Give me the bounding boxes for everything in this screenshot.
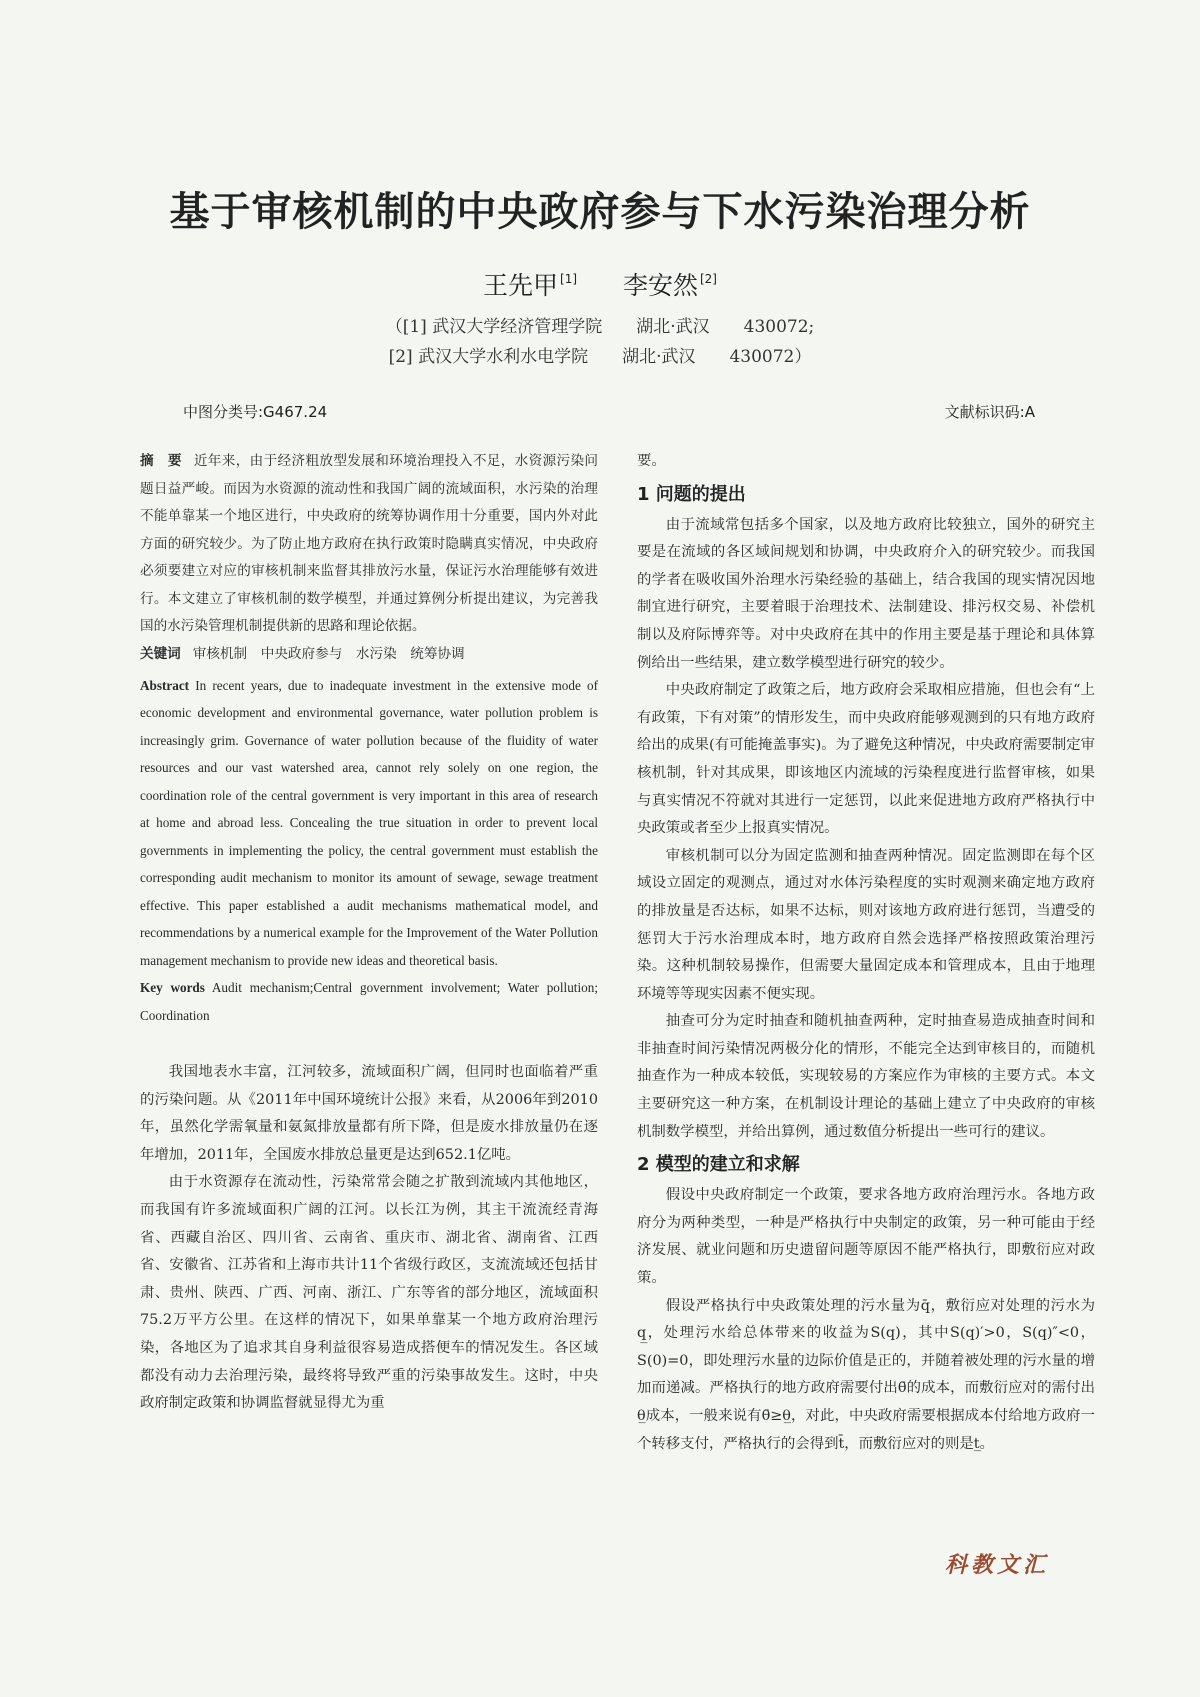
- body-paragraph: 中央政府制定了政策之后，地方政府会采取相应措施，但也会有“上有政策，下有对策”的情形发生，而中央政府能够观测到的只有地方政府给出的成果(有可能掩盖事实)。为了避免这种情况，中央政府需要制定审核机制，针对其成果，即该地区内流域的污染程度进行监督审核，如果与真实情况不符就对其进行一定惩罚，以此来促进地方政府严格执行中央政策或者至少上报真实情况。: [637, 682, 1095, 837]
- body-paragraph: 审核机制可以分为固定监测和抽查两种情况。固定监测即在每个区域设立固定的观测点，通过对水体污染程度的实时观测来确定地方政府的排放量是否达标，如果不达标，则对该地方政府进行惩罚，当遭受的惩罚大于污水治理成本时，地方政府自然会选择严格按照政策治理污染。这种机制较易操作，但需要大量固定成本和管理成本，且由于地理环境等等现实因素不便实现。: [637, 847, 1095, 1002]
- abstract-en-label: Abstract: [140, 677, 190, 693]
- affiliation: （[1] 武汉大学经济管理学院 湖北·武汉 430072;: [385, 317, 815, 337]
- body-paragraph-continued: 要。: [637, 453, 666, 469]
- author-mark: [1]: [560, 272, 578, 286]
- journal-logo: 科教文汇: [945, 1552, 1050, 1578]
- keywords-en-label: Key words: [140, 980, 205, 995]
- left-column: [140, 448, 598, 1418]
- keywords-en: [140, 974, 598, 1029]
- affiliation: [2] 武汉大学水利水电学院 湖北·武汉 430072）: [388, 347, 812, 367]
- section-heading: 2 模型的建立和求解: [637, 1154, 800, 1176]
- author-mark: [2]: [699, 272, 717, 286]
- document-code: 文献标识码:A: [944, 403, 1035, 421]
- abstract-en-text: In recent years, due to inadequate investment in the extensive mode of economic development and environmental governance, water pollution problem is increasingly grim. Governance of water pollution because of the fluidity of water resources and our vast watershed area, cannot rely solely on one region, the coordination role of the central government is very important in this area of research at home and abroad less. Concealing the true situation in order to prevent local governments in implementing the policy, the central government must establish the corresponding audit mechanism to monitor its amount of sewage, sewage treatment effective. This paper established a audit mechanisms mathematical model, and recommendations by a numerical example for the Improvement of the Water Pollution management mechanism to provide new ideas and theoretical basis.: [140, 677, 598, 968]
- keywords-cn-text: 审核机制 中央政府参与 水污染 统筹协调: [192, 645, 465, 662]
- body-paragraph: 抽查可分为定时抽查和随机抽查两种，定时抽查易造成抽查时间和非抽查时间污染情况两极分化的情形，不能完全达到审核目的，而随机抽查作为一种成本较低，实现较易的方案应作为审核的主要方式。本文主要研究这一种方案，在机制设计理论的基础上建立了中央政府的审核机制数学模型，并给出算例，通过数值分析提出一些可行的建议。: [637, 1013, 1095, 1140]
- author-name: 王先甲: [483, 271, 559, 300]
- body-paragraph: 假设严格执行中央政策处理的污水量为q̄，敷衍应对处理的污水为q̲，处理污水给总体带来的收益为S(q)，其中S(q)′>0，S(q)″<0，S(0)=0，即处理污水量的边际价值是正的，并随着被处理的污水量的增加而递减。严格执行的地方政府需要付出θ̄的成本，而敷衍应对的需付出θ̲成本，一般来说有θ̄≥θ̲，对此，中央政府需要根据成本付给地方政府一个转移支付，严格执行的会得到t̄，而敷衍应对的则是t̲。: [637, 1297, 1095, 1452]
- paper-title: 基于审核机制的中央政府参与下水污染治理分析: [169, 188, 1031, 235]
- author-name: 李安然: [622, 271, 698, 300]
- right-column: [637, 448, 1095, 1458]
- abstract-cn-text: 近年来，由于经济粗放型发展和环境治理投入不足，水资源污染问题日益严峻。而因为水资源的流动性和我国广阔的流域面积，水污染的治理不能单靠某一个地区进行，中央政府的统筹协调作用十分重要，国内外对此方面的研究较少。为了防止地方政府在执行政策时隐瞒真实情况，中央政府必须要建立对应的审核机制来监督其排放污水量，保证污水治理能够有效进行。本文建立了审核机制的数学模型，并通过算例分析提出建议，为完善我国的水污染管理机制提供新的思路和理论依据。: [140, 453, 599, 634]
- abstract-cn: [140, 448, 598, 641]
- body-paragraph: 由于流域常包括多个国家，以及地方政府比较独立，国外的研究主要是在流域的各区域间规划和协调，中央政府介入的研究较少。而我国的学者在吸收国外治理水污染经验的基础上，结合我国的现实情况因地制宜进行研究，主要着眼于治理技术、法制建设、排污权交易、补偿机制以及府际博弈等。对中央政府在其中的作用主要是基于理论和具体算例给出一些结果，建立数学模型进行研究的较少。: [637, 516, 1095, 671]
- abstract-cn-label: 摘 要: [140, 453, 182, 469]
- body-paragraph: 我国地表水丰富，江河较多，流域面积广阔，但同时也面临着严重的污染问题。从《2011年中国环境统计公报》来看，从2006年到2010年，虽然化学需氧量和氨氮排放量都有所下降，但是废水排放量仍在逐年增加，2011年，全国废水排放总量更是达到652.1亿吨。: [140, 1064, 598, 1163]
- body-paragraph: 由于水资源存在流动性，污染常常会随之扩散到流域内其他地区，而我国有许多流域面积广阔的江河。以长江为例，其主干流流经青海省、西藏自治区、四川省、云南省、重庆市、湖北省、湖南省、江西省、安徽省、江苏省和上海市共计11个省级行政区，支流流域还包括甘肃、贵州、陕西、广西、河南、浙江、广东等省的部分地区，流域面积75.2万平方公里。在这样的情况下，如果单靠某一个地方政府治理污染，各地区为了追求其自身利益很容易造成搭便车的情况发生。各区域都没有动力去治理污染，最终将导致严重的污染事故发生。这时，中央政府制定政策和协调监督就显得尤为重: [140, 1174, 598, 1412]
- keywords-cn-label: 关键词: [140, 645, 181, 662]
- keywords-en-text: Audit mechanism;Central government involvement; Water pollution; Coordination: [140, 980, 598, 1023]
- body-paragraph: 假设中央政府制定一个政策，要求各地方政府治理污水。各地方政府分为两种类型，一种是严格执行中央制定的政策，另一种可能由于经济发展、就业问题和历史遗留问题等原因不能严格执行，即敷衍应对政策。: [637, 1187, 1095, 1287]
- classification-number: 中图分类号:G467.24: [183, 403, 328, 421]
- section-heading: 1 问题的提出: [637, 483, 746, 505]
- keywords-cn: [140, 641, 598, 668]
- author-line: [0, 266, 1200, 302]
- abstract-en: [140, 672, 598, 975]
